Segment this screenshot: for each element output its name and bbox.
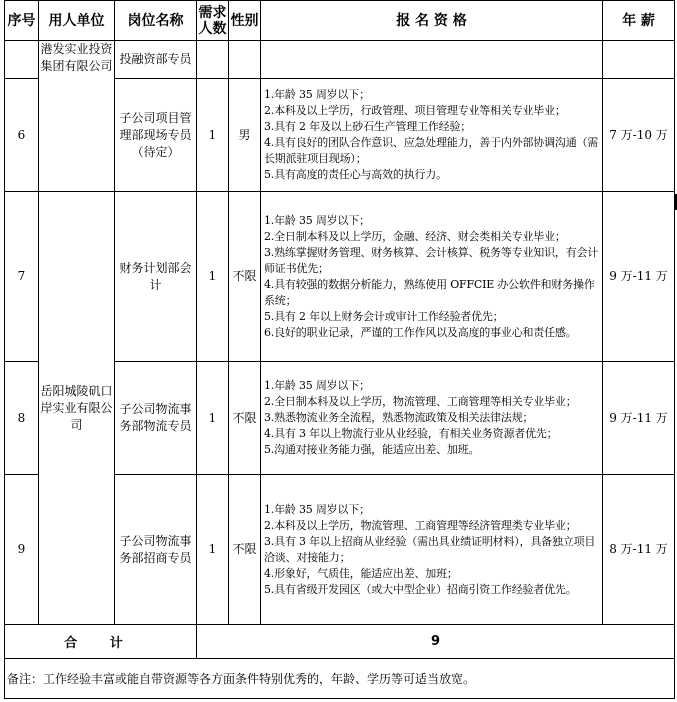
gender-cell: 不限 xyxy=(229,362,261,475)
table-row xyxy=(5,41,675,79)
qualifications-cell xyxy=(261,79,603,192)
count-cell: 1 xyxy=(197,79,229,192)
table-row xyxy=(5,192,675,362)
qualification-item: 5.沟通对接业务能力强，能适应出差、加班。 xyxy=(264,443,480,456)
recruitment-table xyxy=(4,0,675,699)
qualification-item: 6.良好的职业记录，严谨的工作作风以及高度的事业心和责任感。 xyxy=(264,325,577,339)
count-cell: 1 xyxy=(197,475,229,625)
count-cell xyxy=(197,41,229,79)
qualification-item: 3.熟悉物流业务全流程，熟悉物流政策及相关法律法规； xyxy=(264,411,534,424)
position-cell: 子公司物流事务部招商专员 xyxy=(115,475,197,625)
seq-cell xyxy=(5,41,39,79)
qualification-item: 5.具有省级开发园区（或大中型企业）招商引资工作经验者优先。 xyxy=(264,582,577,596)
qualification-item: 5.具有 2 年以上财务会计或审计工作经验者优先； xyxy=(264,309,504,323)
seq-cell: 6 xyxy=(5,79,39,192)
header-position: 岗位名称 xyxy=(115,1,197,41)
qualification-item: 2.本科及以上学历，物流管理、工商管理等经济管理类专业毕业； xyxy=(264,518,577,532)
total-label: 合 计 xyxy=(5,625,197,659)
qualification-item: 4.具有 3 年以上物流行业从业经验，有相关业务资源者优先； xyxy=(264,427,558,440)
qualifications-cell xyxy=(261,192,603,362)
total-value: 9 xyxy=(197,625,675,659)
gender-cell: 男 xyxy=(229,79,261,192)
position-cell: 投融资部专员 xyxy=(115,41,197,79)
qualification-item: 1.年龄 35 周岁以下； xyxy=(264,88,370,101)
header-salary: 年 薪 xyxy=(603,1,675,41)
count-cell: 1 xyxy=(197,192,229,362)
qualification-item: 4.具有较强的数据分析能力，熟练使用 OFFCIE 办公软件和财务操作系统； xyxy=(264,277,595,307)
position-cell: 子公司项目管理部现场专员（待定） xyxy=(115,79,197,192)
qualification-item: 3.熟练掌握财务管理、财务核算、会计核算、税务等专业知识，有会计师证书优先； xyxy=(264,245,599,275)
qualification-item: 4.具有良好的团队合作意识、应急处理能力，善于内外部协调沟通（需长期派驻项目现场）； xyxy=(264,136,599,165)
salary-cell: 9 万-11 万 xyxy=(603,192,675,362)
position-cell: 子公司物流事务部物流专员 xyxy=(115,362,197,475)
salary-cell: 8 万-11 万 xyxy=(603,475,675,625)
seq-cell: 8 xyxy=(5,362,39,475)
header-unit: 用人单位 xyxy=(39,1,115,41)
position-cell: 财务计划部会计 xyxy=(115,192,197,362)
qualifications-cell xyxy=(261,475,603,625)
table-header-row xyxy=(5,1,675,41)
qualification-item: 1.年龄 35 周岁以下； xyxy=(264,502,370,516)
qualifications-cell xyxy=(261,41,603,79)
qualification-item: 4.形象好，气质佳，能适应出差、加班； xyxy=(264,566,458,580)
qualification-item: 5.具有高度的责任心与高效的执行力。 xyxy=(264,168,447,181)
qualification-item: 1.年龄 35 周岁以下； xyxy=(264,379,370,392)
seq-cell: 7 xyxy=(5,192,39,362)
gender-cell xyxy=(229,41,261,79)
salary-cell xyxy=(603,41,675,79)
salary-cell: 9 万-11 万 xyxy=(603,362,675,475)
note-row xyxy=(5,659,675,699)
qualification-item: 2.本科及以上学历，行政管理、项目管理专业等相关专业毕业； xyxy=(264,104,566,117)
qualification-item: 3.具有 3 年以上招商从业经验（需出具业绩证明材料），具备独立项目洽谈、对接能力； xyxy=(264,534,596,564)
unit-cell: 港发实业投资集团有限公司 xyxy=(39,41,115,192)
qualification-item: 2.全日制本科及以上学历，物流管理、工商管理等相关专业毕业； xyxy=(264,395,577,408)
header-gender: 性别 xyxy=(229,1,261,41)
header-count: 需求人数 xyxy=(197,1,229,41)
unit-cell: 岳阳城陵矶口岸实业有限公司 xyxy=(39,192,115,625)
qualifications-cell xyxy=(261,362,603,475)
note-text: 备注：工作经验丰富或能自带资源等各方面条件特别优秀的，年龄、学历等可适当放宽。 xyxy=(5,659,675,699)
gender-cell: 不限 xyxy=(229,192,261,362)
header-seq: 序号 xyxy=(5,1,39,41)
qualification-item: 3.具有 2 年及以上砂石生产管理工作经验； xyxy=(264,120,472,133)
seq-cell: 9 xyxy=(5,475,39,625)
qualification-item: 1.年龄 35 周岁以下； xyxy=(264,213,370,227)
count-cell: 1 xyxy=(197,362,229,475)
salary-cell: 7 万-10 万 xyxy=(603,79,675,192)
qualification-item: 2.全日制本科及以上学历，金融、经济、财会类相关专业毕业； xyxy=(264,229,566,243)
header-qualifications: 报 名 资 格 xyxy=(261,1,603,41)
total-row xyxy=(5,625,675,659)
gender-cell: 不限 xyxy=(229,475,261,625)
